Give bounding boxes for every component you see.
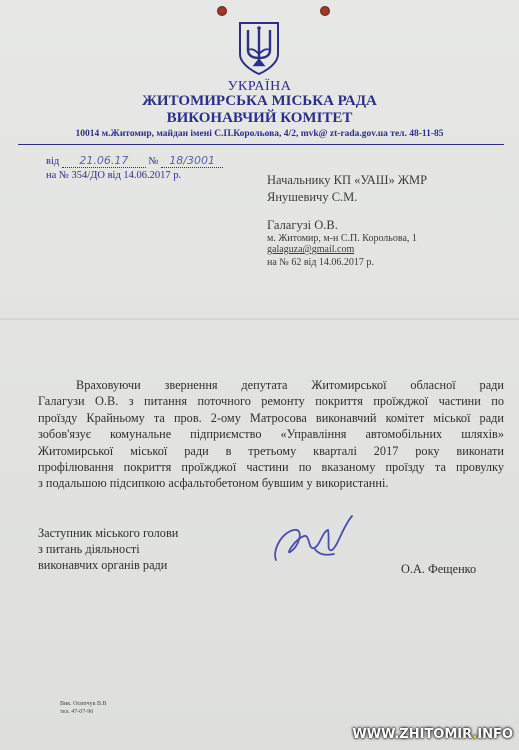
recipient-name: Янушевичу С.М. [267,190,358,204]
recipient-deputy-name: Галагузі О.В. [267,218,338,232]
watermark-site: ZHITOMIR [399,727,473,742]
recipient-email: galaguza@gmail.com [267,244,355,255]
watermark-tld: INFO [477,727,513,742]
recipient-address: м. Житомир, м-н С.П. Корольова, 1 [267,233,417,244]
letterhead-council: ЖИТОМИРСЬКА МІСЬКА РАДА [142,93,377,109]
executor-phone: тел. 47-07-96 [60,709,94,715]
site-watermark [352,727,513,742]
body-line: Враховуючи звернення депутата Житомирської обласної ради [76,378,504,392]
body-line: з подальшою підсипкою асфальтобетоном бувшим у використанні. [38,476,389,491]
watermark-dot: . [472,727,478,742]
outgoing-ref-line [46,154,223,168]
outgoing-number: 18/3001 [161,154,223,168]
reply-reference: на № 354/ДО від 14.06.2017 р. [46,170,182,181]
signatory-title-line: з питань діяльності [38,542,140,556]
recipient-position: Начальнику КП «УАШ» ЖМР [267,173,428,187]
letterhead-country: УКРАЇНА [227,79,292,94]
from-label: від [46,156,60,167]
body-line: проїзду Крайньому та пров. 2-ому Матросова виконавчий комітет міської ради [38,410,504,425]
paper-fold [0,318,519,320]
letterhead-committee: ВИКОНАВЧИЙ КОМІТЕТ [166,110,353,126]
letterhead-divider [18,144,504,145]
letterhead-address: 10014 м.Житомир, майдан імені С.П.Корольова, 4/2, mvk@ zt-rada.gov.ua тел. 48-11-85 [75,129,444,139]
body-line: зобов'язує комунальне підприємство «Управління автомобільних шляхів» [38,427,504,442]
trident-emblem-icon [236,20,282,76]
letter-body [38,377,504,492]
number-label: № [148,156,159,167]
recipient-reference: на № 62 від 14.06.2017 р. [267,257,374,268]
body-line: Житомирської міської ради в третьому кварталі 2017 року виконати [38,443,504,458]
outgoing-date: 21.06.17 [62,154,146,168]
signatory-title-line: Заступник міського голови [38,526,179,540]
handwritten-signature [264,510,374,575]
punch-hole-left [217,6,227,16]
body-line: профілювання покриття проїжджої частини по вказаному проїзду та провулку [38,460,504,475]
signatory-title-line: виконавчих органів ради [38,558,168,572]
watermark-prefix: WWW. [352,727,400,742]
signatory-name: О.А. Фещенко [401,562,477,576]
body-line: Галагузи О.В. з питання поточного ремонту покриття проїжджої частини по [38,394,504,409]
executor-name: Вик. Осипчук В.В [60,701,107,707]
punch-hole-right [320,6,330,16]
